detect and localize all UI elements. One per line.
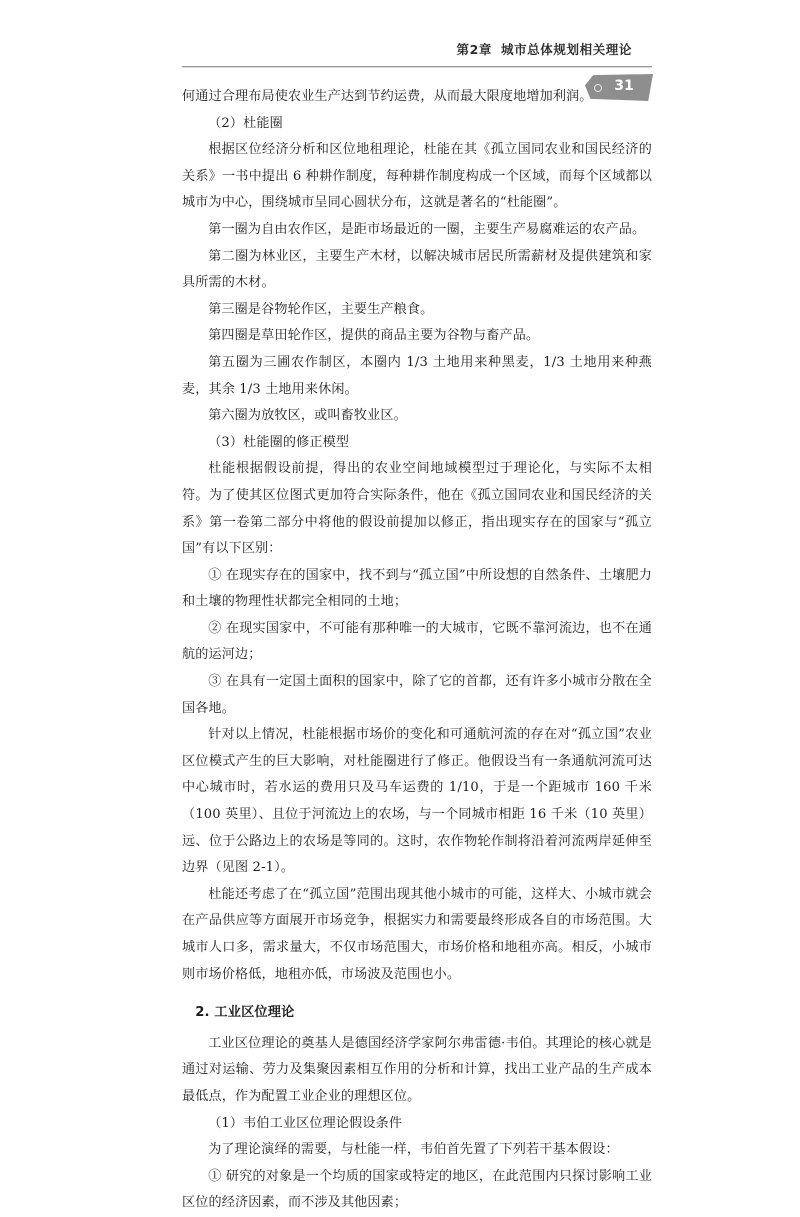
paragraph-continued-profit: 何通过合理布局使农业生产达到节约运费，从而最大限度地增加利润。 bbox=[182, 89, 593, 104]
paragraph-small-cities: 杜能还考虑了在“孤立国”范围出现其他小城市的可能，这样大、小城市就会在产品供应等方面展开市场竞争，根据实力和需要最终形成各自的市场范围。大城市人口多，需求量大，不仅市场范围大，市场价格和地租亦高。相反，小城市则市场价格低，地租亦低，市场波及范围也小。 bbox=[182, 886, 652, 982]
paragraph-difference-2: ② 在现实国家中，不可能有那种唯一的大城市，它既不靠河流边，也不在通航的运河边； bbox=[182, 620, 652, 663]
paragraph-revised-intro: 杜能根据假设前提，得出的农业空间地域模型过于理论化，与实际不太相符。为了使其区位图式更加符合实际条件，他在《孤立国同农业和国民经济的关系》第一卷第二部分中将他的假设前提加以修正，指出现实存在的国家与“孤立国”有以下区别： bbox=[182, 461, 652, 557]
section-heading-industrial-location: 2. 工业区位理论 bbox=[195, 1005, 295, 1021]
paragraph-circle-3: 第三圈是谷物轮作区，主要生产粮食。 bbox=[208, 301, 434, 317]
paragraph-circle-6: 第六圈为放牧区，或叫畜牧业区。 bbox=[208, 408, 407, 424]
paragraph-heading-thunen-circle: （2）杜能圈 bbox=[208, 115, 283, 131]
paragraph-weber-assumption-intro: 为了理论演绎的需要，与杜能一样，韦伯首先置了下列若干基本假设： bbox=[208, 1142, 619, 1158]
page-number: 31 bbox=[614, 78, 634, 94]
header-title-group bbox=[456, 40, 632, 58]
paragraph-heading-weber-assumptions: （1）韦伯工业区位理论假设条件 bbox=[208, 1115, 403, 1131]
paragraph-weber-intro: 工业区位理论的奠基人是德国经济学家阿尔弗雷德·韦伯。其理论的核心就是通过对运输、劳力及集聚因素相互作用的分析和计算，找出工业产品的生产成本最低点，作为配置工业企业的理想区位。 bbox=[182, 1035, 652, 1104]
chapter-title: 城市总体规划相关理论 bbox=[500, 42, 632, 57]
body-text-column bbox=[182, 84, 652, 1217]
paragraph-circle-1: 第一圈为自由农作区，是距市场最近的一圈，主要生产易腐难运的农产品。 bbox=[208, 221, 646, 237]
paragraph-revision-detail: 针对以上情况，杜能根据市场价的变化和可通航河流的存在对“孤立国”农业区位模式产生的巨大影响，对杜能圈进行了修正。他假设当有一条通航河流可达中心城市时，若水运的费用只及马车运费的 1/10，于是一个距城市 160 千米（100 英里）、且位于河流边上的农场，与一个同城市相距 16 千米（10 英里）远、位于公路边上的农场是等同的。这时，农作物轮作制将沿着河流两岸延伸至边界（见图 2-1）。 bbox=[182, 727, 652, 876]
paragraph-circle-4: 第四圈是草田轮作区，提供的商品主要为谷物与畜产品。 bbox=[208, 328, 540, 344]
paragraph-heading-revised-model: （3）杜能圈的修正模型 bbox=[208, 434, 350, 450]
header-rule-divider bbox=[182, 66, 652, 68]
paragraph-circle-5: 第五圈为三圃农作制区，本圈内 1/3 土地用来种黑麦，1/3 土地用来种燕麦，其余 1/3 土地用来休闲。 bbox=[182, 354, 652, 397]
paragraph-difference-3: ③ 在具有一定国土面积的国家中，除了它的首都，还有许多小城市分散在全国各地。 bbox=[182, 674, 652, 716]
paragraph-difference-1: ① 在现实存在的国家中，找不到与“孤立国”中所设想的自然条件、土壤肥力和土壤的物理性状都完全相同的土地； bbox=[182, 567, 652, 610]
paragraph-circle-2: 第二圈为林业区，主要生产木材，以解决城市居民所需薪材及提供建筑和家具所需的木材。 bbox=[182, 248, 652, 291]
running-header bbox=[0, 36, 800, 94]
chapter-label: 第2章 bbox=[456, 42, 492, 57]
paragraph-weber-assumption-1: ① 研究的对象是一个均质的国家或特定的地区，在此范围内只探讨影响工业区位的经济因素，而不涉及其他因素； bbox=[182, 1168, 652, 1211]
paragraph-thunen-six-systems: 根据区位经济分析和区位地租理论，杜能在其《孤立国同农业和国民经济的关系》一书中提出 6 种耕作制度，每种耕作制度构成一个区域，而每个区域都以城市为中心，围绕城市呈同心圆状分布，这就是著名的“杜能圈”。 bbox=[182, 142, 652, 211]
